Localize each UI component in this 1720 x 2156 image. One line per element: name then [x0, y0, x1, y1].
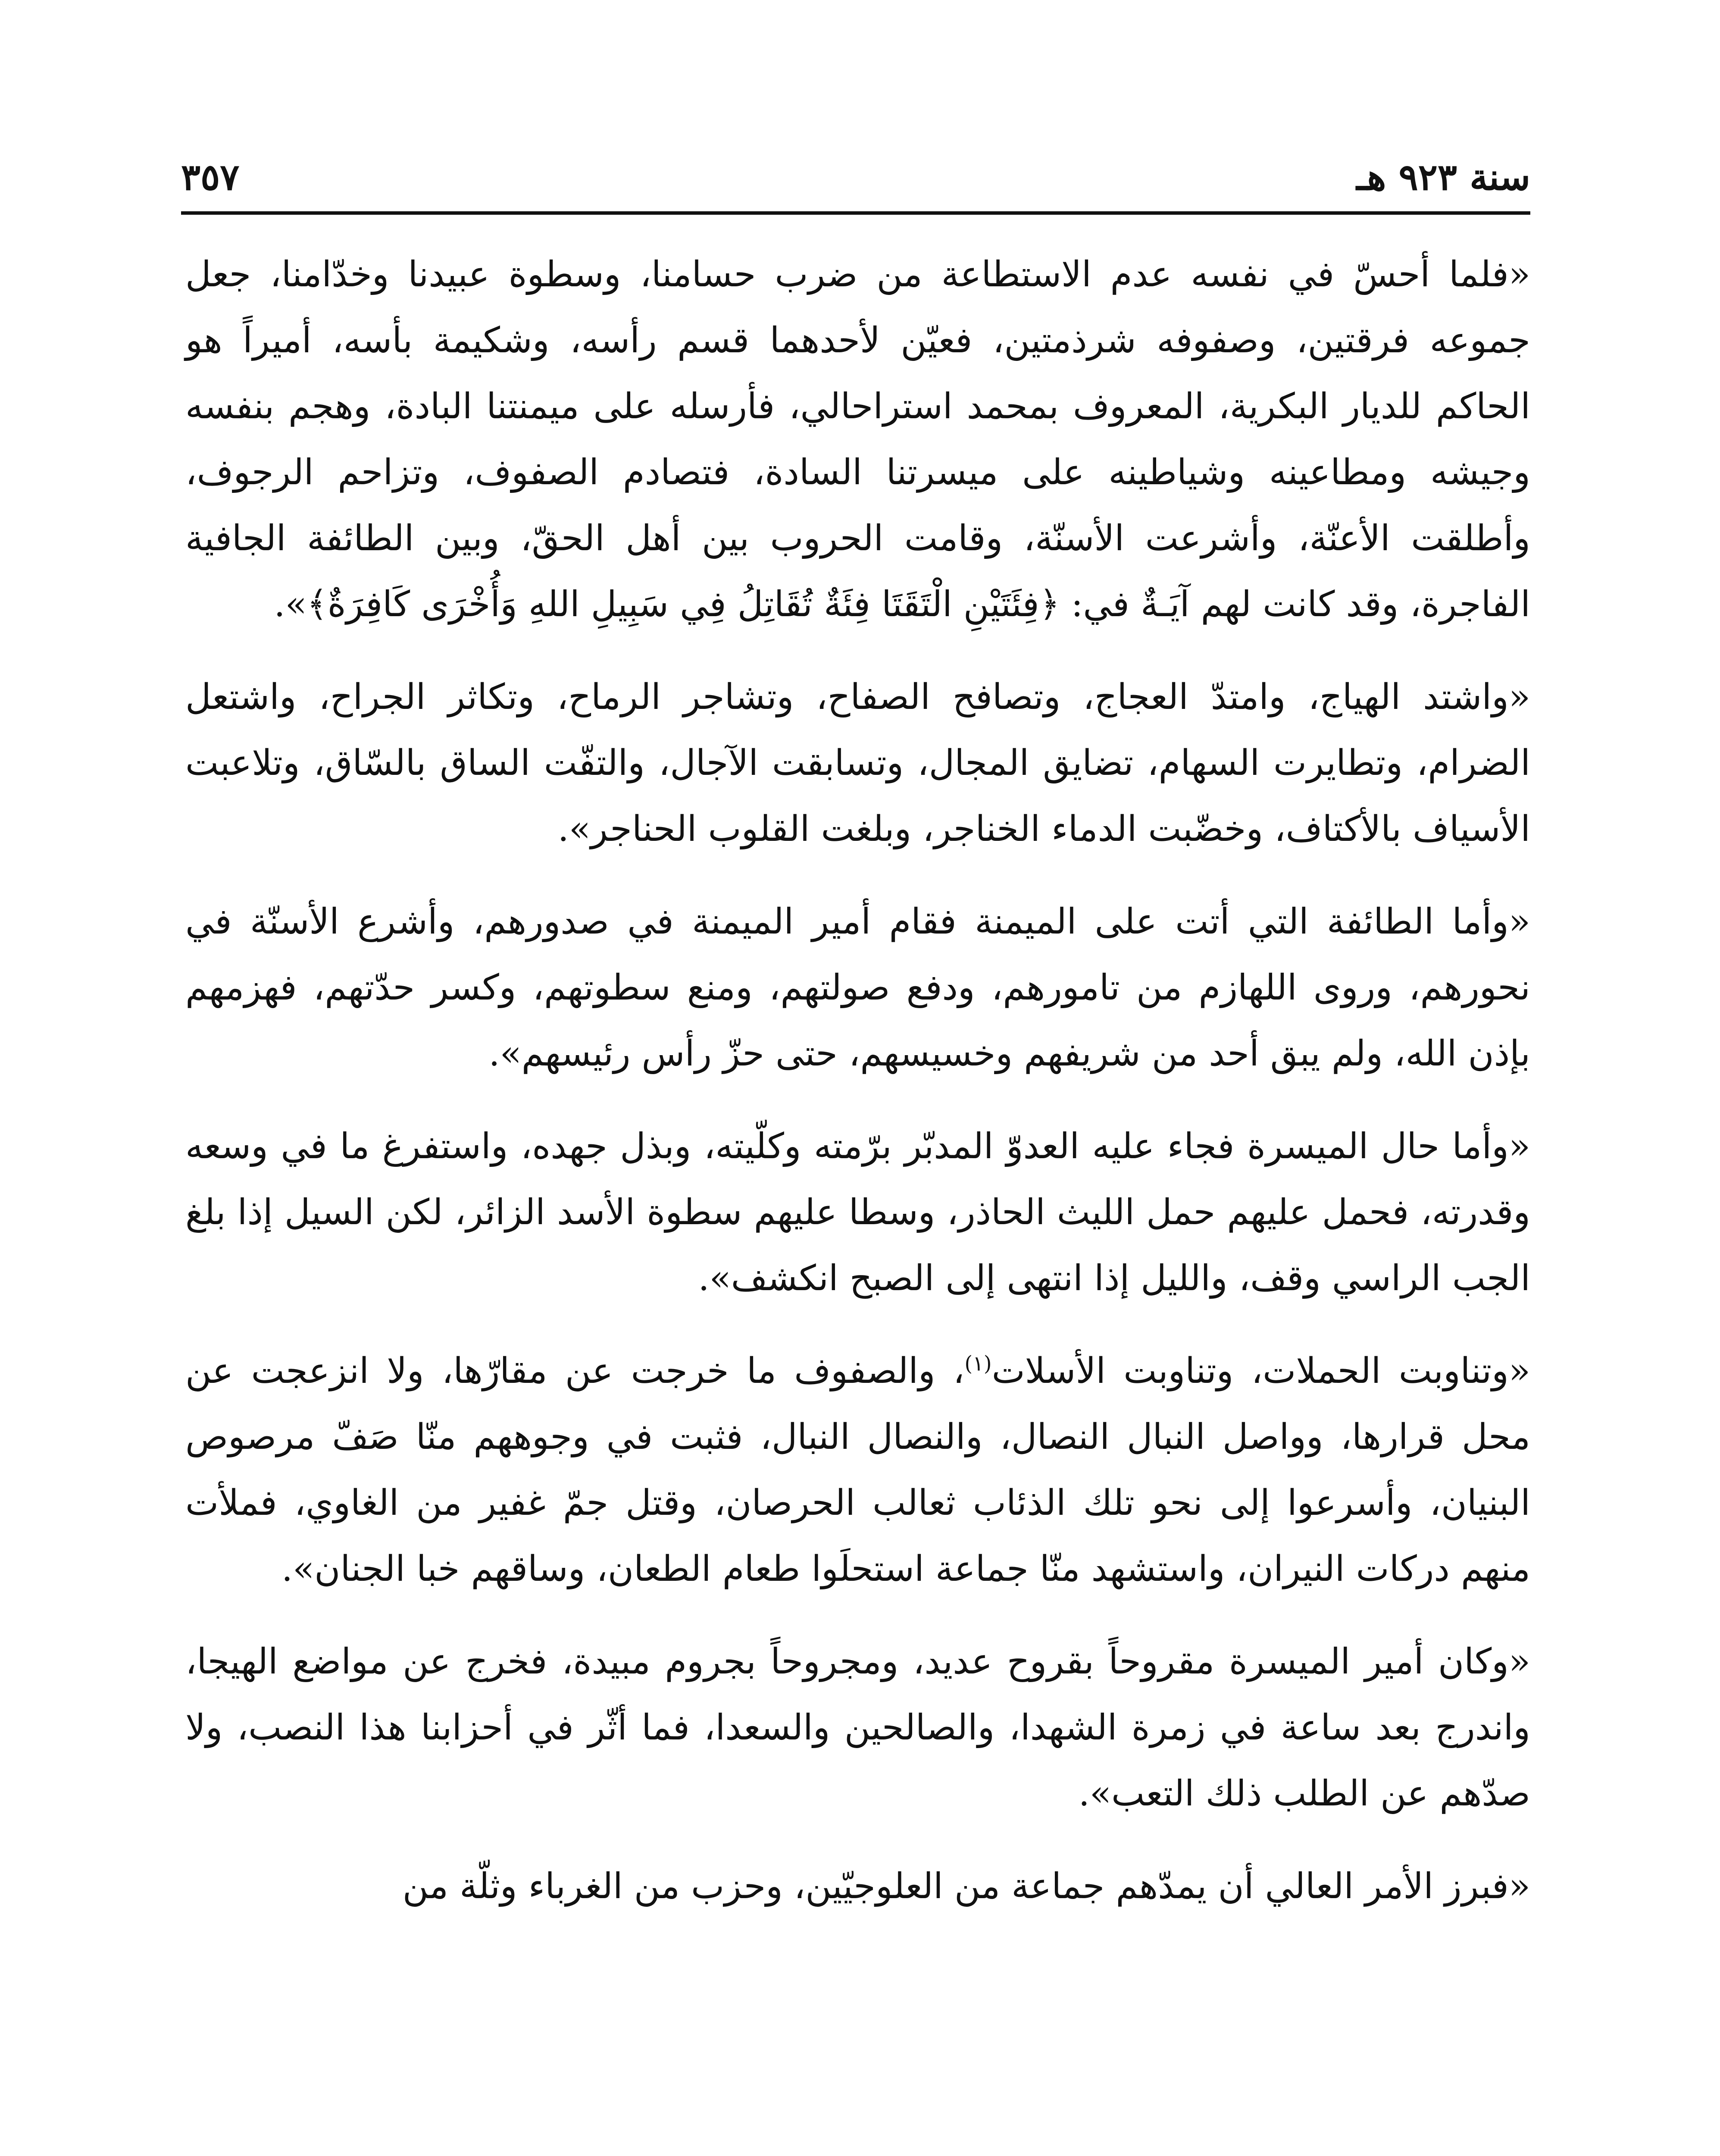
paragraph: «وأما حال الميسرة فجاء عليه العدوّ المدبّر برّمته وكلّيته، وبذل جهده، واستفرغ ما في وسعه وقدرته، فحمل عليهم حمل الليث الحاذر، وسطا عليهم سطوة الأسد الزائر، لكن السيل إذا بلغ الجب الراسي وقف، والليل إذا انتهى إلى الصبح انكشف».	[185, 1126, 1530, 1299]
paragraph: «واشتد الهياج، وامتدّ العجاج، وتصافح الصفاح، وتشاجر الرماح، وتكاثر الجراح، واشتعل الضرام، وتطايرت السهام، تضايق المجال، وتسابقت الآجال، والتفّت الساق بالسّاق، وتلاعبت الأسياف بالأكتاف، وخضّبت الدماء الخناجر، وبلغت القلوب الحناجر».	[185, 677, 1530, 849]
paragraph: «فبرز الأمر العالي أن يمدّهم جماعة من العلوجيّين، وحزب من الغرباء وثلّة من	[402, 1866, 1530, 1907]
paragraph: «وكان أمير الميسرة مقروحاً بقروح عديد، ومجروحاً بجروم مبيدة، فخرج عن مواضع الهيجا، واندرج بعد ساعة في زمرة الشهدا، والصالحين والسعدا، فما أثّر في أحزابنا هذا النصب، ولا صدّهم عن الطلب ذلك التعب».	[185, 1641, 1530, 1814]
running-title: سنة ٩٢٣ هـ	[1356, 155, 1530, 198]
paragraph-text-after-note: ، والصفوف ما خرجت عن مقارّها، ولا انزعجت عن محل قرارها، وواصل النبال النصال، والنصال النبال، فثبت في وجوههم منّا صَفّ مرصوص البنيان، وأسرعوا إلى نحو تلك الذئاب ثعالب الحرصان، وقتل جمّ غفير من الغاوي، فملأت منهم دركات النيران، واستشهد منّا جماعة استحلَوا طعام الطعان، وساقهم خبا الجنان».	[185, 1351, 1530, 1589]
main-text	[185, 241, 1530, 1946]
paragraph: «وأما الطائفة التي أتت على الميمنة فقام أمير الميمنة في صدورهم، وأشرع الأسنّة في نحورهم، وروى اللهازم من تامورهم، ودفع صولتهم، ومنع سطوتهم، وكسر حدّتهم، فهزمهم بإذن الله، ولم يبق أحد من شريفهم وخسيسهم، حتى حزّ رأس رئيسهم».	[185, 901, 1530, 1074]
paragraph-text-before-note: «وتناوبت الحملات، وتناوبت الأسلات	[991, 1351, 1530, 1391]
paragraph	[185, 1338, 1530, 1602]
footnote-reference: (١)	[964, 1351, 992, 1376]
page-header	[181, 142, 1530, 215]
page-number: ٣٥٧	[181, 155, 240, 198]
paragraph: «فلما أحسّ في نفسه عدم الاستطاعة من ضرب حسامنا، وسطوة عبيدنا وخدّامنا، جعل جموعه فرقتين، وصفوفه شرذمتين، فعيّن لأحدهما قسم رأسه، وشكيمة بأسه، أميراً هو الحاكم للديار البكرية، المعروف بمحمد استراحالي، فأرسله على ميمنتنا البادة، وهجم بنفسه وجيشه ومطاعينه وشياطينه على ميسرتنا السادة، فتصادم الصفوف، وتزاحم الرجوف، وأطلقت الأعنّة، وأشرعت الأسنّة، وقامت الحروب بين أهل الحقّ، وبين الطائفة الجافية الفاجرة، وقد كانت لهم آيَـةٌ في: ﴿فِئَتَيْنِ الْتَقَتَا فِئَةٌ تُقَاتِلُ فِي سَبِيلِ اللهِ وَأُخْرَى كَافِرَةٌ﴾».	[185, 254, 1530, 625]
